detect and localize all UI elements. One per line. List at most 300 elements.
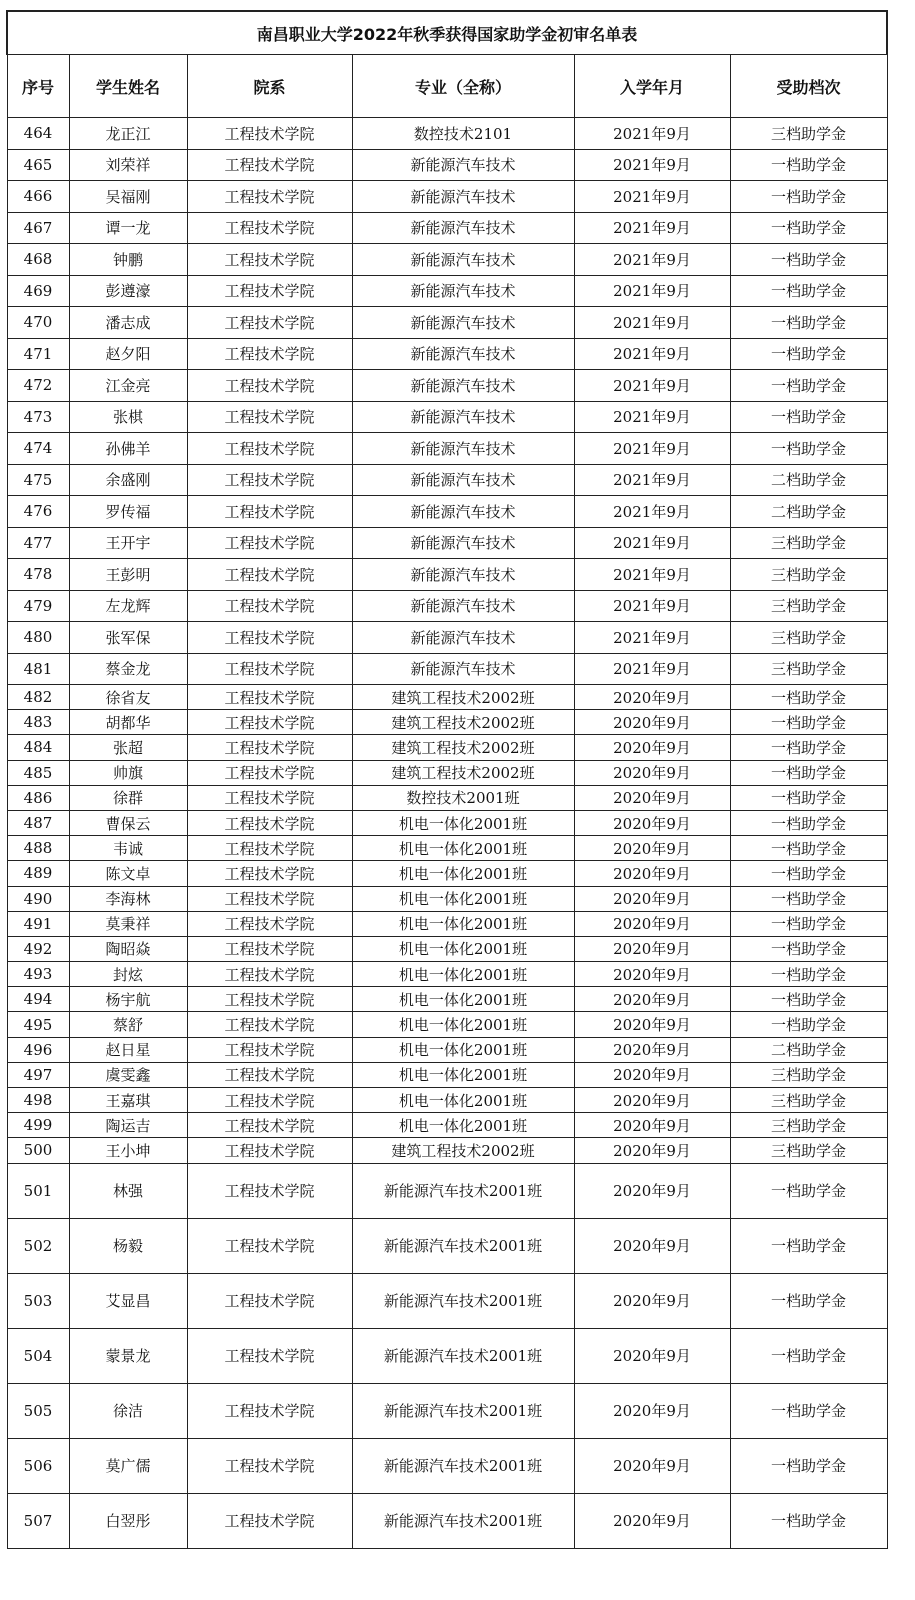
enrollment-cell: 2020年9月 <box>574 1383 730 1438</box>
seq-cell: 468 <box>7 244 69 276</box>
seq-cell: 498 <box>7 1088 69 1113</box>
seq-cell: 476 <box>7 496 69 528</box>
table-row <box>7 1088 887 1113</box>
department-cell: 工程技术学院 <box>187 338 352 370</box>
aid-level-cell: 一档助学金 <box>730 212 887 244</box>
major-cell: 新能源汽车技术 <box>352 653 574 685</box>
seq-cell: 483 <box>7 710 69 735</box>
major-cell: 建筑工程技术2002班 <box>352 710 574 735</box>
aid-level-cell: 一档助学金 <box>730 936 887 961</box>
seq-cell: 505 <box>7 1383 69 1438</box>
major-cell: 新能源汽车技术2001班 <box>352 1383 574 1438</box>
department-cell: 工程技术学院 <box>187 1438 352 1493</box>
major-cell: 新能源汽车技术 <box>352 527 574 559</box>
major-cell: 机电一体化2001班 <box>352 936 574 961</box>
major-cell: 机电一体化2001班 <box>352 1012 574 1037</box>
table-row <box>7 685 887 710</box>
table-row <box>7 760 887 785</box>
enrollment-cell: 2021年9月 <box>574 622 730 654</box>
enrollment-cell: 2021年9月 <box>574 149 730 181</box>
name-cell: 潘志成 <box>69 307 187 339</box>
department-cell: 工程技术学院 <box>187 244 352 276</box>
name-cell: 陶运吉 <box>69 1113 187 1138</box>
enrollment-cell: 2021年9月 <box>574 464 730 496</box>
department-cell: 工程技术学院 <box>187 911 352 936</box>
seq-cell: 491 <box>7 911 69 936</box>
table-row <box>7 527 887 559</box>
enrollment-cell: 2020年9月 <box>574 785 730 810</box>
major-cell: 新能源汽车技术 <box>352 370 574 402</box>
major-cell: 新能源汽车技术 <box>352 181 574 213</box>
column-header-aid-level: 受助档次 <box>730 55 887 118</box>
seq-cell: 471 <box>7 338 69 370</box>
major-cell: 新能源汽车技术 <box>352 496 574 528</box>
name-cell: 韦诚 <box>69 836 187 861</box>
aid-level-cell: 一档助学金 <box>730 181 887 213</box>
name-cell: 王嘉琪 <box>69 1088 187 1113</box>
aid-level-cell: 一档助学金 <box>730 987 887 1012</box>
seq-cell: 469 <box>7 275 69 307</box>
department-cell: 工程技术学院 <box>187 1138 352 1163</box>
table-row <box>7 244 887 276</box>
seq-cell: 467 <box>7 212 69 244</box>
aid-level-cell: 一档助学金 <box>730 433 887 465</box>
major-cell: 机电一体化2001班 <box>352 810 574 835</box>
department-cell: 工程技术学院 <box>187 861 352 886</box>
name-cell: 蔡金龙 <box>69 653 187 685</box>
major-cell: 新能源汽车技术2001班 <box>352 1493 574 1548</box>
department-cell: 工程技术学院 <box>187 1383 352 1438</box>
major-cell: 新能源汽车技术 <box>352 464 574 496</box>
student-aid-table <box>6 10 888 1549</box>
table-row <box>7 836 887 861</box>
aid-level-cell: 一档助学金 <box>730 735 887 760</box>
enrollment-cell: 2020年9月 <box>574 685 730 710</box>
table-row <box>7 710 887 735</box>
table-row <box>7 810 887 835</box>
enrollment-cell: 2020年9月 <box>574 1328 730 1383</box>
department-cell: 工程技术学院 <box>187 685 352 710</box>
major-cell: 数控技术2001班 <box>352 785 574 810</box>
header-row <box>7 55 887 118</box>
aid-level-cell: 一档助学金 <box>730 307 887 339</box>
name-cell: 陈文卓 <box>69 861 187 886</box>
enrollment-cell: 2020年9月 <box>574 1218 730 1273</box>
seq-cell: 484 <box>7 735 69 760</box>
table-row <box>7 275 887 307</box>
name-cell: 张棋 <box>69 401 187 433</box>
department-cell: 工程技术学院 <box>187 212 352 244</box>
aid-level-cell: 一档助学金 <box>730 1328 887 1383</box>
seq-cell: 485 <box>7 760 69 785</box>
major-cell: 建筑工程技术2002班 <box>352 685 574 710</box>
table-row <box>7 1113 887 1138</box>
department-cell: 工程技术学院 <box>187 936 352 961</box>
enrollment-cell: 2021年9月 <box>574 496 730 528</box>
name-cell: 杨宇航 <box>69 987 187 1012</box>
aid-level-cell: 一档助学金 <box>730 275 887 307</box>
seq-cell: 502 <box>7 1218 69 1273</box>
enrollment-cell: 2021年9月 <box>574 527 730 559</box>
seq-cell: 490 <box>7 886 69 911</box>
aid-level-cell: 一档助学金 <box>730 244 887 276</box>
seq-cell: 501 <box>7 1163 69 1218</box>
enrollment-cell: 2020年9月 <box>574 735 730 760</box>
name-cell: 杨毅 <box>69 1218 187 1273</box>
seq-cell: 494 <box>7 987 69 1012</box>
seq-cell: 488 <box>7 836 69 861</box>
column-header-enrollment: 入学年月 <box>574 55 730 118</box>
aid-level-cell: 一档助学金 <box>730 710 887 735</box>
enrollment-cell: 2021年9月 <box>574 590 730 622</box>
major-cell: 新能源汽车技术 <box>352 401 574 433</box>
aid-level-cell: 一档助学金 <box>730 1438 887 1493</box>
aid-level-cell: 二档助学金 <box>730 1037 887 1062</box>
department-cell: 工程技术学院 <box>187 1493 352 1548</box>
aid-level-cell: 三档助学金 <box>730 1113 887 1138</box>
name-cell: 蔡舒 <box>69 1012 187 1037</box>
enrollment-cell: 2020年9月 <box>574 810 730 835</box>
aid-level-cell: 三档助学金 <box>730 1062 887 1087</box>
table-row <box>7 1062 887 1087</box>
table-row <box>7 1383 887 1438</box>
major-cell: 新能源汽车技术 <box>352 622 574 654</box>
table-row <box>7 936 887 961</box>
aid-level-cell: 一档助学金 <box>730 785 887 810</box>
name-cell: 陶昭焱 <box>69 936 187 961</box>
enrollment-cell: 2021年9月 <box>574 244 730 276</box>
major-cell: 机电一体化2001班 <box>352 1113 574 1138</box>
name-cell: 钟鹏 <box>69 244 187 276</box>
enrollment-cell: 2020年9月 <box>574 1163 730 1218</box>
seq-cell: 486 <box>7 785 69 810</box>
major-cell: 机电一体化2001班 <box>352 1088 574 1113</box>
name-cell: 谭一龙 <box>69 212 187 244</box>
department-cell: 工程技术学院 <box>187 836 352 861</box>
name-cell: 王开宇 <box>69 527 187 559</box>
seq-cell: 507 <box>7 1493 69 1548</box>
major-cell: 机电一体化2001班 <box>352 911 574 936</box>
table-row <box>7 149 887 181</box>
name-cell: 白翌彤 <box>69 1493 187 1548</box>
enrollment-cell: 2020年9月 <box>574 1088 730 1113</box>
name-cell: 曹保云 <box>69 810 187 835</box>
table-row <box>7 307 887 339</box>
seq-cell: 500 <box>7 1138 69 1163</box>
major-cell: 机电一体化2001班 <box>352 861 574 886</box>
major-cell: 新能源汽车技术 <box>352 212 574 244</box>
enrollment-cell: 2021年9月 <box>574 401 730 433</box>
table-row <box>7 590 887 622</box>
table-row <box>7 496 887 528</box>
department-cell: 工程技术学院 <box>187 1113 352 1138</box>
aid-level-cell: 三档助学金 <box>730 1138 887 1163</box>
name-cell: 徐群 <box>69 785 187 810</box>
seq-cell: 465 <box>7 149 69 181</box>
name-cell: 江金亮 <box>69 370 187 402</box>
seq-cell: 474 <box>7 433 69 465</box>
table-title: 南昌职业大学2022年秋季获得国家助学金初审名单表 <box>7 11 887 55</box>
name-cell: 封炫 <box>69 962 187 987</box>
student-aid-list-sheet <box>6 10 886 1584</box>
aid-level-cell: 一档助学金 <box>730 1163 887 1218</box>
name-cell: 林强 <box>69 1163 187 1218</box>
major-cell: 机电一体化2001班 <box>352 1037 574 1062</box>
seq-cell: 470 <box>7 307 69 339</box>
enrollment-cell: 2020年9月 <box>574 836 730 861</box>
name-cell: 张超 <box>69 735 187 760</box>
seq-cell: 464 <box>7 118 69 150</box>
major-cell: 机电一体化2001班 <box>352 987 574 1012</box>
enrollment-cell: 2021年9月 <box>574 118 730 150</box>
table-row <box>7 1438 887 1493</box>
department-cell: 工程技术学院 <box>187 735 352 760</box>
seq-cell: 499 <box>7 1113 69 1138</box>
department-cell: 工程技术学院 <box>187 559 352 591</box>
department-cell: 工程技术学院 <box>187 810 352 835</box>
seq-cell: 472 <box>7 370 69 402</box>
table-row <box>7 1218 887 1273</box>
department-cell: 工程技术学院 <box>187 1037 352 1062</box>
table-row <box>7 181 887 213</box>
name-cell: 胡都华 <box>69 710 187 735</box>
name-cell: 余盛刚 <box>69 464 187 496</box>
aid-level-cell: 一档助学金 <box>730 962 887 987</box>
column-header-seq: 序号 <box>7 55 69 118</box>
enrollment-cell: 2020年9月 <box>574 861 730 886</box>
major-cell: 建筑工程技术2002班 <box>352 760 574 785</box>
department-cell: 工程技术学院 <box>187 1088 352 1113</box>
department-cell: 工程技术学院 <box>187 590 352 622</box>
enrollment-cell: 2021年9月 <box>574 653 730 685</box>
enrollment-cell: 2020年9月 <box>574 1062 730 1087</box>
department-cell: 工程技术学院 <box>187 622 352 654</box>
enrollment-cell: 2021年9月 <box>574 559 730 591</box>
table-row <box>7 370 887 402</box>
seq-cell: 487 <box>7 810 69 835</box>
major-cell: 新能源汽车技术 <box>352 590 574 622</box>
aid-level-cell: 一档助学金 <box>730 911 887 936</box>
enrollment-cell: 2020年9月 <box>574 1113 730 1138</box>
aid-level-cell: 三档助学金 <box>730 1088 887 1113</box>
aid-level-cell: 一档助学金 <box>730 810 887 835</box>
department-cell: 工程技术学院 <box>187 1163 352 1218</box>
seq-cell: 475 <box>7 464 69 496</box>
table-row <box>7 1163 887 1218</box>
department-cell: 工程技术学院 <box>187 496 352 528</box>
table-row <box>7 1037 887 1062</box>
major-cell: 机电一体化2001班 <box>352 962 574 987</box>
table-row <box>7 785 887 810</box>
table-row <box>7 1273 887 1328</box>
seq-cell: 495 <box>7 1012 69 1037</box>
table-row <box>7 911 887 936</box>
major-cell: 机电一体化2001班 <box>352 886 574 911</box>
aid-level-cell: 三档助学金 <box>730 527 887 559</box>
enrollment-cell: 2020年9月 <box>574 1438 730 1493</box>
table-row <box>7 987 887 1012</box>
name-cell: 艾显昌 <box>69 1273 187 1328</box>
seq-cell: 506 <box>7 1438 69 1493</box>
enrollment-cell: 2020年9月 <box>574 1273 730 1328</box>
name-cell: 刘荣祥 <box>69 149 187 181</box>
department-cell: 工程技术学院 <box>187 1328 352 1383</box>
major-cell: 新能源汽车技术 <box>352 307 574 339</box>
department-cell: 工程技术学院 <box>187 401 352 433</box>
department-cell: 工程技术学院 <box>187 785 352 810</box>
name-cell: 李海林 <box>69 886 187 911</box>
department-cell: 工程技术学院 <box>187 653 352 685</box>
table-row <box>7 401 887 433</box>
enrollment-cell: 2020年9月 <box>574 710 730 735</box>
seq-cell: 482 <box>7 685 69 710</box>
name-cell: 孙佛羊 <box>69 433 187 465</box>
table-row <box>7 338 887 370</box>
seq-cell: 479 <box>7 590 69 622</box>
name-cell: 莫广儒 <box>69 1438 187 1493</box>
seq-cell: 481 <box>7 653 69 685</box>
enrollment-cell: 2021年9月 <box>574 181 730 213</box>
enrollment-cell: 2021年9月 <box>574 370 730 402</box>
table-row <box>7 861 887 886</box>
seq-cell: 492 <box>7 936 69 961</box>
department-cell: 工程技术学院 <box>187 886 352 911</box>
department-cell: 工程技术学院 <box>187 464 352 496</box>
enrollment-cell: 2020年9月 <box>574 886 730 911</box>
name-cell: 王小坤 <box>69 1138 187 1163</box>
seq-cell: 477 <box>7 527 69 559</box>
table-row <box>7 1328 887 1383</box>
aid-level-cell: 二档助学金 <box>730 496 887 528</box>
table-row <box>7 559 887 591</box>
aid-level-cell: 一档助学金 <box>730 149 887 181</box>
name-cell: 赵夕阳 <box>69 338 187 370</box>
department-cell: 工程技术学院 <box>187 433 352 465</box>
name-cell: 左龙辉 <box>69 590 187 622</box>
major-cell: 机电一体化2001班 <box>352 836 574 861</box>
column-header-department: 院系 <box>187 55 352 118</box>
name-cell: 龙正江 <box>69 118 187 150</box>
name-cell: 王彭明 <box>69 559 187 591</box>
aid-level-cell: 一档助学金 <box>730 1012 887 1037</box>
enrollment-cell: 2020年9月 <box>574 1037 730 1062</box>
department-cell: 工程技术学院 <box>187 307 352 339</box>
name-cell: 徐省友 <box>69 685 187 710</box>
aid-level-cell: 三档助学金 <box>730 118 887 150</box>
major-cell: 机电一体化2001班 <box>352 1062 574 1087</box>
aid-level-cell: 一档助学金 <box>730 861 887 886</box>
major-cell: 新能源汽车技术2001班 <box>352 1163 574 1218</box>
department-cell: 工程技术学院 <box>187 987 352 1012</box>
aid-level-cell: 一档助学金 <box>730 1383 887 1438</box>
major-cell: 新能源汽车技术2001班 <box>352 1328 574 1383</box>
aid-level-cell: 一档助学金 <box>730 1273 887 1328</box>
department-cell: 工程技术学院 <box>187 1218 352 1273</box>
department-cell: 工程技术学院 <box>187 760 352 785</box>
aid-level-cell: 三档助学金 <box>730 590 887 622</box>
name-cell: 蒙景龙 <box>69 1328 187 1383</box>
department-cell: 工程技术学院 <box>187 370 352 402</box>
department-cell: 工程技术学院 <box>187 962 352 987</box>
aid-level-cell: 一档助学金 <box>730 401 887 433</box>
aid-level-cell: 一档助学金 <box>730 1493 887 1548</box>
department-cell: 工程技术学院 <box>187 1062 352 1087</box>
enrollment-cell: 2021年9月 <box>574 433 730 465</box>
name-cell: 彭遵濠 <box>69 275 187 307</box>
aid-level-cell: 三档助学金 <box>730 622 887 654</box>
name-cell: 赵日星 <box>69 1037 187 1062</box>
table-row <box>7 1493 887 1548</box>
enrollment-cell: 2020年9月 <box>574 1138 730 1163</box>
aid-level-cell: 二档助学金 <box>730 464 887 496</box>
table-row <box>7 622 887 654</box>
seq-cell: 480 <box>7 622 69 654</box>
department-cell: 工程技术学院 <box>187 710 352 735</box>
enrollment-cell: 2021年9月 <box>574 307 730 339</box>
seq-cell: 493 <box>7 962 69 987</box>
enrollment-cell: 2021年9月 <box>574 275 730 307</box>
aid-level-cell: 一档助学金 <box>730 886 887 911</box>
department-cell: 工程技术学院 <box>187 181 352 213</box>
name-cell: 莫秉祥 <box>69 911 187 936</box>
seq-cell: 466 <box>7 181 69 213</box>
enrollment-cell: 2020年9月 <box>574 1012 730 1037</box>
enrollment-cell: 2020年9月 <box>574 760 730 785</box>
table-row <box>7 433 887 465</box>
table-row <box>7 118 887 150</box>
name-cell: 罗传福 <box>69 496 187 528</box>
enrollment-cell: 2020年9月 <box>574 987 730 1012</box>
major-cell: 建筑工程技术2002班 <box>352 735 574 760</box>
major-cell: 新能源汽车技术 <box>352 338 574 370</box>
table-row <box>7 464 887 496</box>
enrollment-cell: 2021年9月 <box>574 212 730 244</box>
aid-level-cell: 一档助学金 <box>730 1218 887 1273</box>
aid-level-cell: 三档助学金 <box>730 653 887 685</box>
enrollment-cell: 2020年9月 <box>574 962 730 987</box>
aid-level-cell: 一档助学金 <box>730 760 887 785</box>
table-row <box>7 1012 887 1037</box>
major-cell: 新能源汽车技术2001班 <box>352 1438 574 1493</box>
name-cell: 吴福刚 <box>69 181 187 213</box>
aid-level-cell: 一档助学金 <box>730 685 887 710</box>
seq-cell: 478 <box>7 559 69 591</box>
table-row <box>7 212 887 244</box>
table-row <box>7 1138 887 1163</box>
column-header-name: 学生姓名 <box>69 55 187 118</box>
department-cell: 工程技术学院 <box>187 1012 352 1037</box>
major-cell: 新能源汽车技术2001班 <box>352 1273 574 1328</box>
name-cell: 张军保 <box>69 622 187 654</box>
table-row <box>7 735 887 760</box>
major-cell: 新能源汽车技术 <box>352 275 574 307</box>
department-cell: 工程技术学院 <box>187 149 352 181</box>
enrollment-cell: 2020年9月 <box>574 936 730 961</box>
table-row <box>7 962 887 987</box>
seq-cell: 473 <box>7 401 69 433</box>
name-cell: 徐洁 <box>69 1383 187 1438</box>
enrollment-cell: 2020年9月 <box>574 911 730 936</box>
aid-level-cell: 三档助学金 <box>730 559 887 591</box>
major-cell: 新能源汽车技术 <box>352 149 574 181</box>
seq-cell: 503 <box>7 1273 69 1328</box>
title-row <box>7 11 887 55</box>
table-row <box>7 886 887 911</box>
aid-level-cell: 一档助学金 <box>730 836 887 861</box>
enrollment-cell: 2020年9月 <box>574 1493 730 1548</box>
major-cell: 数控技术2101 <box>352 118 574 150</box>
seq-cell: 489 <box>7 861 69 886</box>
